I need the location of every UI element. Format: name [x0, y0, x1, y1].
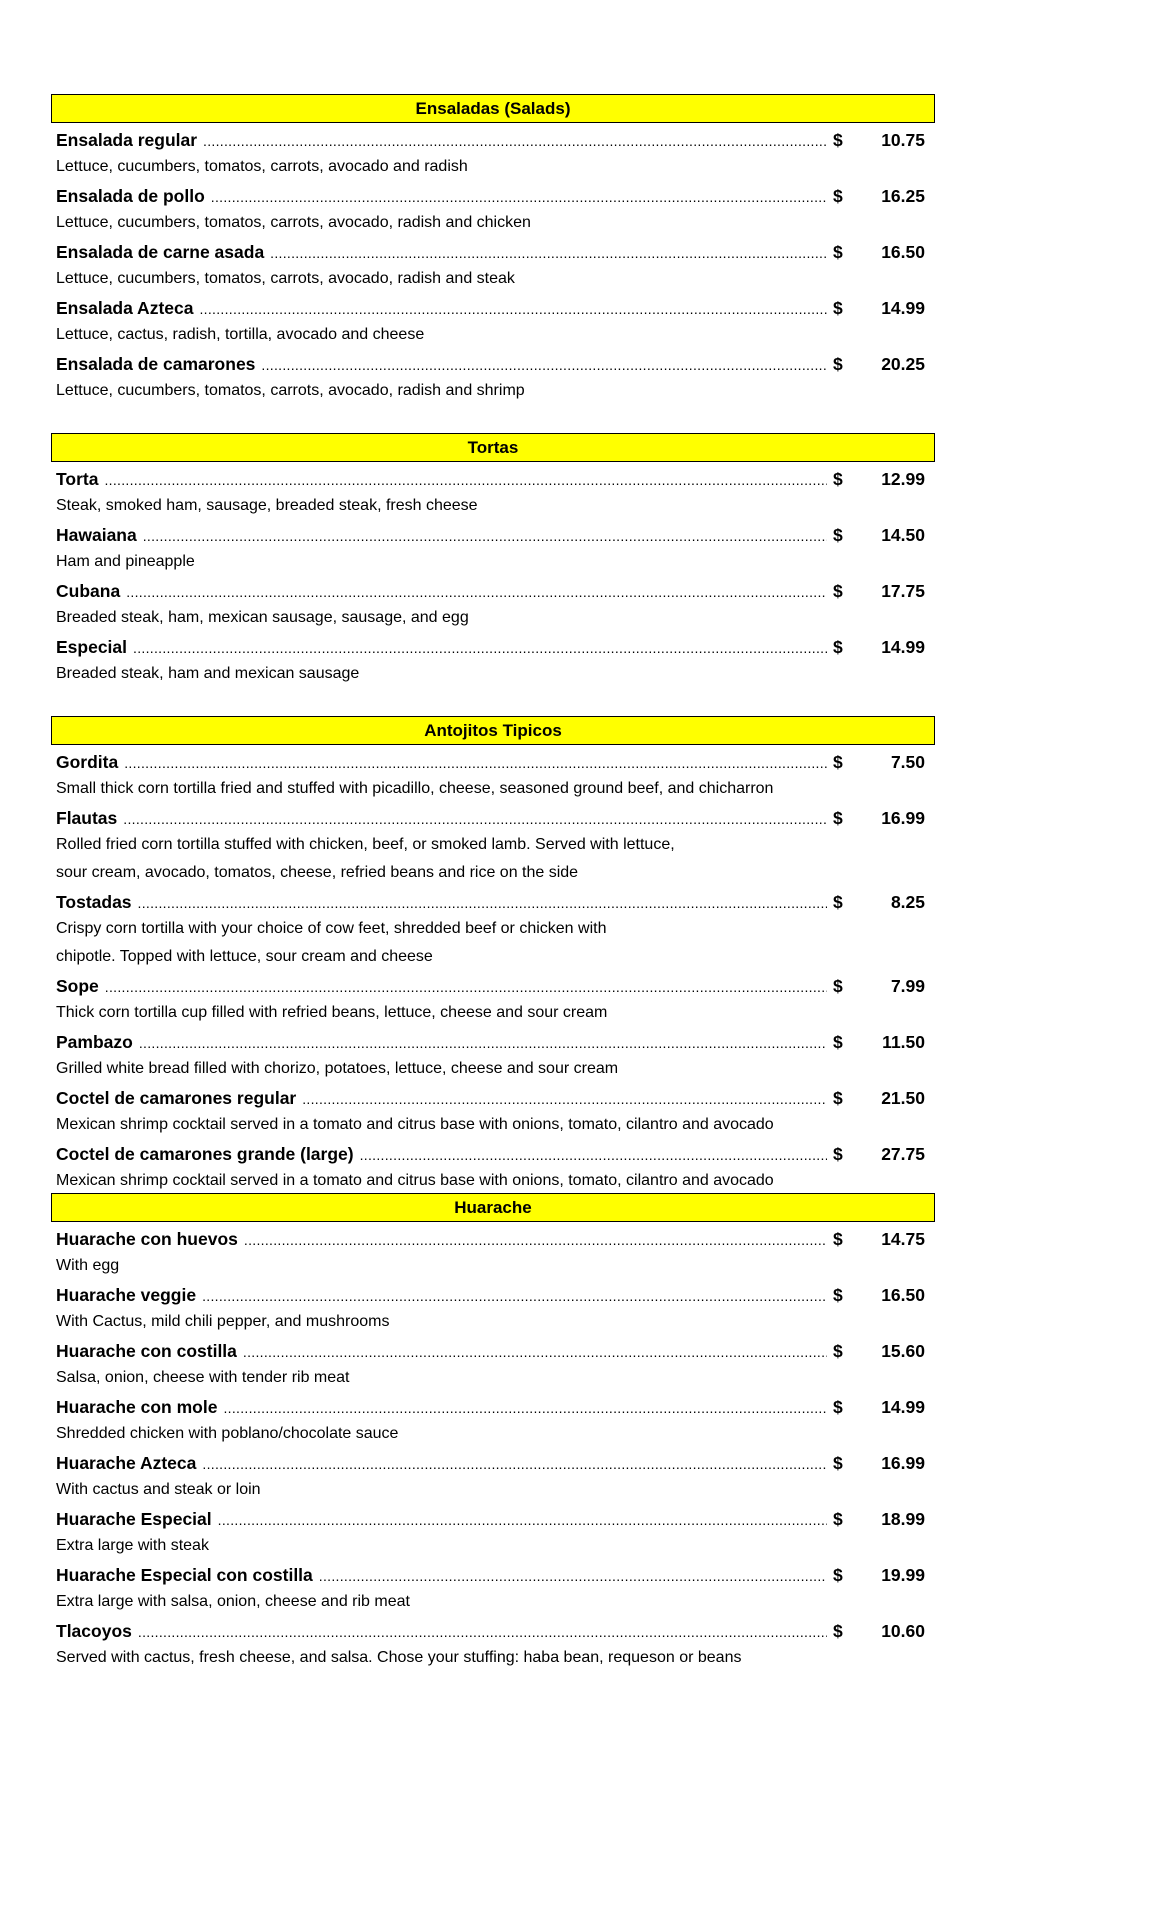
currency-symbol: $	[833, 469, 843, 489]
section-header: Tortas	[51, 433, 935, 462]
item-name: Pambazo	[56, 1032, 133, 1052]
item-price: 17.75	[881, 581, 925, 601]
item-description: Lettuce, cucumbers, tomatos, carrots, avocado, radish and steak	[56, 270, 515, 287]
dot-leader	[223, 1401, 827, 1415]
item-description: sour cream, avocado, tomatos, cheese, refried beans and rice on the side	[56, 864, 579, 881]
item-name: Huarache Especial	[56, 1509, 212, 1529]
item-price: 14.99	[881, 1397, 925, 1417]
item-price: 16.99	[881, 808, 925, 828]
dot-leader	[202, 1289, 827, 1303]
item-name: Ensalada regular	[56, 130, 198, 150]
item-price: 10.75	[881, 130, 925, 150]
section-header: Ensaladas (Salads)	[51, 94, 935, 123]
currency-symbol: $	[833, 186, 843, 206]
item-name: Ensalada de carne asada	[56, 242, 265, 262]
item-name: Coctel de camarones regular	[56, 1088, 297, 1108]
item-description: Mexican shrimp cocktail served in a tomato and citrus base with onions, tomato, cilantro and avocado	[56, 1116, 774, 1133]
item-name: Tostadas	[56, 892, 132, 912]
item-price: 8.25	[890, 892, 925, 912]
currency-symbol: $	[833, 581, 843, 601]
menu-item	[51, 885, 935, 913]
currency-symbol: $	[833, 976, 843, 996]
dot-leader	[138, 896, 827, 910]
item-name: Coctel de camarones grande (large)	[56, 1144, 354, 1164]
item-name: Cubana	[56, 581, 121, 601]
item-description: Small thick corn tortilla fried and stuffed with picadillo, cheese, seasoned ground beef, and chicharron	[56, 780, 774, 797]
item-price: 19.99	[881, 1565, 925, 1585]
item-description: Served with cactus, fresh cheese, and salsa. Chose your stuffing: haba bean, requeson or beans	[56, 1649, 742, 1666]
item-name: Huarache con costilla	[56, 1341, 237, 1361]
dot-leader	[139, 1036, 827, 1050]
dot-leader	[124, 756, 827, 770]
dot-leader	[126, 585, 827, 599]
item-price: 16.50	[881, 242, 925, 262]
dot-leader	[138, 1625, 827, 1639]
section-header: Huarache	[51, 1193, 935, 1222]
menu-item	[51, 179, 935, 207]
currency-symbol: $	[833, 298, 843, 318]
item-price: 11.50	[882, 1032, 925, 1052]
item-description: Rolled fried corn tortilla stuffed with chicken, beef, or smoked lamb. Served with lettuce,	[56, 836, 675, 853]
menu-item	[51, 1614, 935, 1642]
currency-symbol: $	[833, 1285, 843, 1305]
menu-item	[51, 801, 935, 829]
item-description: chipotle. Topped with lettuce, sour cream and cheese	[56, 948, 433, 965]
item-description: Ham and pineapple	[56, 553, 195, 570]
item-price: 18.99	[881, 1509, 925, 1529]
dot-leader	[104, 473, 827, 487]
item-name: Huarache veggie	[56, 1285, 197, 1305]
item-description: Crispy corn tortilla with your choice of cow feet, shredded beef or chicken with	[56, 920, 607, 937]
currency-symbol: $	[833, 354, 843, 374]
menu-page	[51, 94, 935, 1670]
item-description: Grilled white bread filled with chorizo, potatoes, lettuce, cheese and sour cream	[56, 1060, 619, 1077]
currency-symbol: $	[833, 1341, 843, 1361]
item-price: 10.60	[881, 1621, 925, 1641]
item-price: 27.75	[881, 1144, 925, 1164]
section-spacer	[51, 686, 935, 716]
dot-leader	[360, 1148, 827, 1162]
currency-symbol: $	[833, 1144, 843, 1164]
currency-symbol: $	[833, 525, 843, 545]
currency-symbol: $	[833, 1397, 843, 1417]
item-description: Mexican shrimp cocktail served in a tomato and citrus base with onions, tomato, cilantro and avocado	[56, 1172, 774, 1189]
item-description: Lettuce, cucumbers, tomatos, carrots, avocado, radish and chicken	[56, 214, 531, 231]
item-price: 7.50	[890, 752, 925, 772]
item-description: Extra large with steak	[56, 1537, 209, 1554]
menu-item	[51, 1137, 935, 1165]
item-description: Lettuce, cucumbers, tomatos, carrots, avocado, radish and shrimp	[56, 382, 525, 399]
item-name: Torta	[56, 469, 99, 489]
item-price: 14.75	[881, 1229, 925, 1249]
dot-leader	[211, 190, 827, 204]
item-name: Flautas	[56, 808, 118, 828]
menu-item	[51, 1025, 935, 1053]
item-description: Lettuce, cactus, radish, tortilla, avocado and cheese	[56, 326, 425, 343]
item-description: Steak, smoked ham, sausage, breaded steak, fresh cheese	[56, 497, 478, 514]
item-name: Huarache con huevos	[56, 1229, 238, 1249]
currency-symbol: $	[833, 1229, 843, 1249]
item-name: Sope	[56, 976, 99, 996]
item-description: Shredded chicken with poblano/chocolate sauce	[56, 1425, 399, 1442]
menu-item	[51, 745, 935, 773]
dot-leader	[243, 1345, 827, 1359]
item-name: Gordita	[56, 752, 119, 772]
section-header: Antojitos Tipicos	[51, 716, 935, 745]
currency-symbol: $	[833, 130, 843, 150]
item-name: Ensalada de camarones	[56, 354, 256, 374]
item-name: Tlacoyos	[56, 1621, 132, 1641]
menu-item	[51, 574, 935, 602]
currency-symbol: $	[833, 1621, 843, 1641]
dot-leader	[123, 812, 827, 826]
item-name: Ensalada de pollo	[56, 186, 205, 206]
item-description: Thick corn tortilla cup filled with refried beans, lettuce, cheese and sour cream	[56, 1004, 608, 1021]
currency-symbol: $	[833, 1565, 843, 1585]
dot-leader	[302, 1092, 827, 1106]
currency-symbol: $	[833, 1509, 843, 1529]
item-description: Breaded steak, ham and mexican sausage	[56, 665, 360, 682]
menu-item	[51, 1278, 935, 1306]
dot-leader	[133, 641, 827, 655]
dot-leader	[105, 980, 827, 994]
currency-symbol: $	[833, 1032, 843, 1052]
menu-item	[51, 235, 935, 263]
item-price: 14.50	[881, 525, 925, 545]
item-price: 16.50	[881, 1285, 925, 1305]
menu-item	[51, 518, 935, 546]
currency-symbol: $	[833, 1088, 843, 1108]
menu-item	[51, 1446, 935, 1474]
item-description: With cactus and steak or loin	[56, 1481, 261, 1498]
item-price: 14.99	[881, 637, 925, 657]
item-price: 14.99	[881, 298, 925, 318]
currency-symbol: $	[833, 1453, 843, 1473]
menu-item	[51, 347, 935, 375]
item-description: With Cactus, mild chili pepper, and mushrooms	[56, 1313, 390, 1330]
item-description: With egg	[56, 1257, 120, 1274]
item-price: 16.25	[881, 186, 925, 206]
menu-item	[51, 969, 935, 997]
menu-item	[51, 462, 935, 490]
dot-leader	[319, 1569, 827, 1583]
item-name: Huarache con mole	[56, 1397, 218, 1417]
item-price: 15.60	[881, 1341, 925, 1361]
menu-section	[51, 716, 935, 1193]
currency-symbol: $	[833, 808, 843, 828]
menu-item	[51, 1081, 935, 1109]
menu-item	[51, 1502, 935, 1530]
item-description: Lettuce, cucumbers, tomatos, carrots, avocado and radish	[56, 158, 468, 175]
item-description: Extra large with salsa, onion, cheese and rib meat	[56, 1593, 410, 1610]
dot-leader	[199, 302, 827, 316]
dot-leader	[203, 134, 827, 148]
currency-symbol: $	[833, 637, 843, 657]
dot-leader	[218, 1513, 827, 1527]
currency-symbol: $	[833, 892, 843, 912]
item-name: Hawaiana	[56, 525, 137, 545]
item-price: 7.99	[890, 976, 925, 996]
menu-section	[51, 94, 935, 403]
menu-section	[51, 1193, 935, 1670]
dot-leader	[244, 1233, 827, 1247]
item-description: Salsa, onion, cheese with tender rib meat	[56, 1369, 350, 1386]
currency-symbol: $	[833, 242, 843, 262]
item-description: Breaded steak, ham, mexican sausage, sausage, and egg	[56, 609, 469, 626]
item-price: 12.99	[881, 469, 925, 489]
menu-item	[51, 1390, 935, 1418]
menu-item	[51, 291, 935, 319]
menu-item	[51, 1334, 935, 1362]
item-name: Huarache Especial con costilla	[56, 1565, 313, 1585]
dot-leader	[202, 1457, 827, 1471]
dot-leader	[143, 529, 827, 543]
item-name: Huarache Azteca	[56, 1453, 197, 1473]
section-spacer	[51, 403, 935, 433]
item-name: Especial	[56, 637, 128, 657]
item-price: 16.99	[881, 1453, 925, 1473]
dot-leader	[261, 358, 827, 372]
menu-section	[51, 433, 935, 686]
menu-item	[51, 630, 935, 658]
menu-item	[51, 1222, 935, 1250]
item-price: 21.50	[881, 1088, 925, 1108]
currency-symbol: $	[833, 752, 843, 772]
item-name: Ensalada Azteca	[56, 298, 194, 318]
dot-leader	[270, 246, 827, 260]
menu-item	[51, 123, 935, 151]
item-price: 20.25	[881, 354, 925, 374]
menu-item	[51, 1558, 935, 1586]
